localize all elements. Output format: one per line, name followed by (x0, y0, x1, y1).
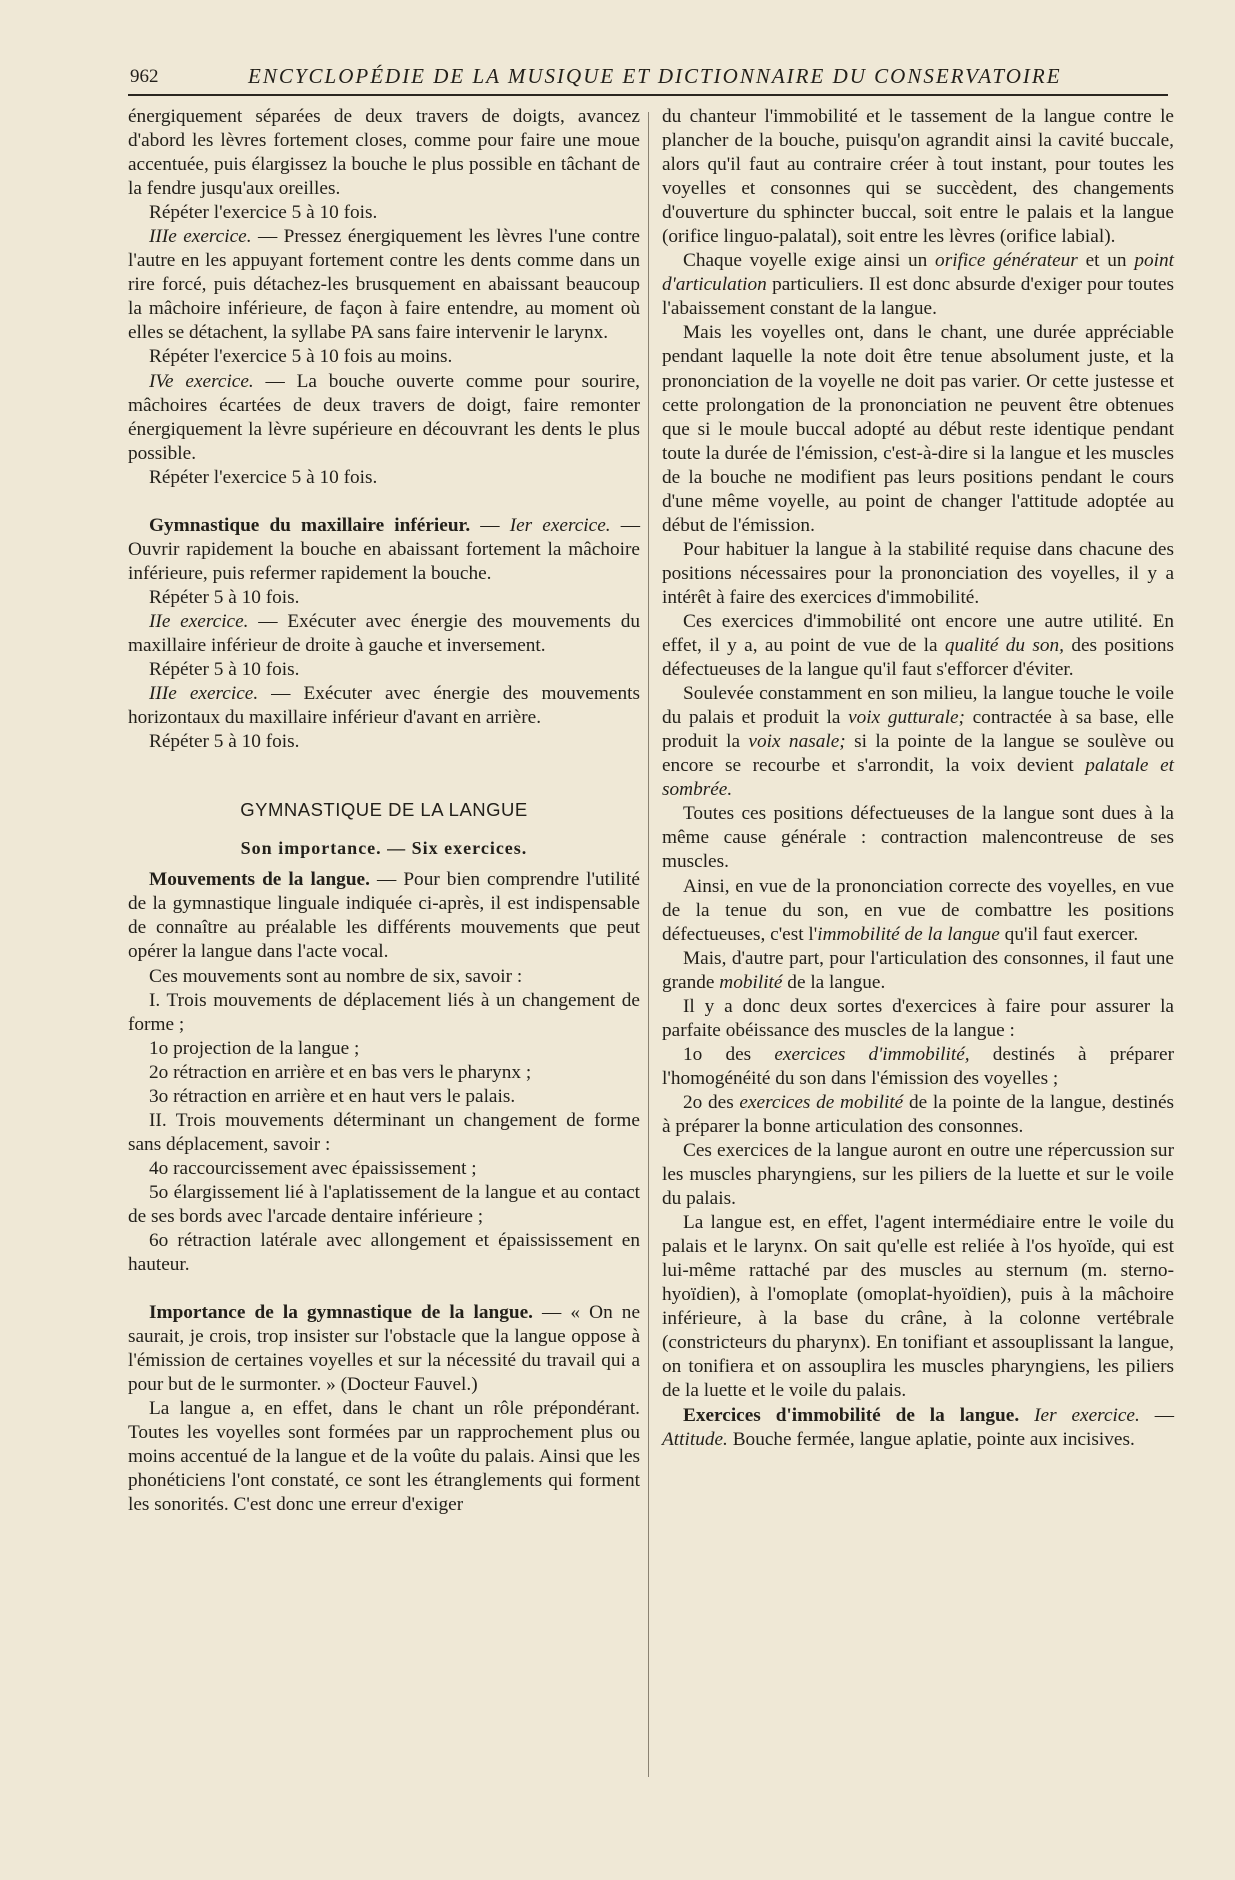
list-item: 2o rétraction en arrière et en bas vers le pharynx ; (149, 1061, 532, 1083)
exercise-label: IIIe exercice. (149, 226, 252, 248)
paragraph: Pour habituer la langue à la stabilité requise dans chacune des positions nécessaires pour la prononciation des voyelles, il y a intérêt à faire des exercices d'immobilité. (662, 538, 1174, 608)
running-title: ENCYCLOPÉDIE DE LA MUSIQUE ET DICTIONNAIRE DU CONSERVATOIRE (248, 64, 1062, 88)
list-item: 6o rétraction latérale avec allongement et épaississement en hauteur. (128, 1230, 640, 1276)
list-item: 2o des exercices de mobilité de la pointe de la langue, destinés à préparer la bonne articulation des consonnes. (662, 1091, 1175, 1137)
page-number: 962 (130, 66, 159, 87)
chapter-title: GYMNASTIQUE DE LA LANGUE (240, 799, 528, 821)
paragraph: La langue est, en effet, l'agent intermédiaire entre le voile du palais et le larynx. On sait qu'elle est reliée à l'os hyoïde, qui est lui-même rattaché par des muscles au sternum (m. sterno-hyoïdien), à l'omoplate (omoplat-hyoïdien), puis à la mâchoire inférieure, à la base du crâne, à la colonne vertébrale (constricteurs du pharynx). En tonifiant et assouplissant la langue, on tonifiera et on assouplira les muscles pharyngiens, les piliers de la luette et le voile du palais. (662, 1212, 1174, 1402)
exercise-label: Ier exercice. (509, 514, 611, 536)
paragraph: IIIe exercice. — Pressez énergiquement les lèvres l'une contre l'autre en les appuyant fortement contre les dents comme dans un rire forcé, puis détachez-les brusquement en abaissant beaucoup la mâchoire inférieure, de façon à faire entendre, au moment où elles se détachent, la syllabe PA sans faire intervenir le larynx. (128, 226, 640, 344)
paragraph: Gymnastique du maxillaire inférieur. — Ier exercice. — Ouvrir rapidement la bouche en abaissant fortement la mâchoire inférieure, puis refermer rapidement la bouche. (128, 514, 640, 584)
section-heading: Mouvements de la langue. (149, 869, 370, 891)
paragraph: Ces mouvements sont au nombre de six, savoir : (149, 965, 523, 987)
list-item: 1o des exercices d'immobilité, destinés à préparer l'homogénéité du son dans l'émission des voyelles ; (662, 1043, 1175, 1089)
paragraph: Ainsi, en vue de la prononciation correcte des voyelles, en vue de la tenue du son, en vue de combattre les positions défectueuses, c'est l'immobilité de la langue qu'il faut exercer. (662, 875, 1174, 945)
exercise-label: IIIe exercice. (149, 683, 259, 705)
paragraph: IVe exercice. — La bouche ouverte comme pour sourire, mâchoires écartées de deux travers de doigt, faire remonter énergiquement la lèvre supérieure en découvrant les dents le plus possible. (128, 370, 640, 464)
paragraph: Répéter 5 à 10 fois. (149, 586, 300, 608)
chapter-subtitle: Son importance. — Six exercices. (240, 838, 528, 859)
left-column (128, 105, 640, 1518)
paragraph: du chanteur l'immobilité et le tassement de la langue contre le plancher de la bouche, puisqu'on agrandit ainsi la cavité buccale, alors qu'il faut au contraire créer à tout instant, pour toutes les voyelles et consonnes qui se succèdent, des changements d'ouverture du sphincter buccal, soit entre le palais et la langue (orifice linguo-palatal), soit entre les lèvres (orifice labial). (662, 106, 1174, 248)
list-item: 4o raccourcissement avec épaississement ; (149, 1157, 477, 1179)
paragraph: IIe exercice. — Exécuter avec énergie des mouvements du maxillaire inférieur de droite à gauche et inversement. (128, 610, 640, 656)
paragraph: Importance de la gymnastique de la langue. — « On ne saurait, je crois, trop insister sur l'obstacle que la langue oppose à l'émission de certaines voyelles et sur la nécessité du travail qui a pour but de le surmonter. » (Docteur Fauvel.) (128, 1302, 641, 1396)
paragraph: I. Trois mouvements de déplacement liés à un changement de forme ; (128, 989, 640, 1035)
paragraph: Soulevée constamment en son milieu, la langue touche le voile du palais et produit la voix gutturale; contractée à sa base, elle produit la voix nasale; si la pointe de la langue se soulève ou encore se recourbe et s'arrondit, la voix devient palatale et sombrée. (662, 683, 1174, 801)
paragraph: IIIe exercice. — Exécuter avec énergie des mouvements horizontaux du maxillaire inférieur d'avant en arrière. (128, 683, 640, 729)
paragraph: Ces exercices de la langue auront en outre une répercussion sur les muscles pharyngiens, sur les piliers de la luette et sur le voile du palais. (662, 1140, 1174, 1210)
right-column (662, 105, 1174, 1452)
list-item: 3o rétraction en arrière et en haut vers le palais. (149, 1085, 516, 1107)
paragraph: Il y a donc deux sortes d'exercices à faire pour assurer la parfaite obéissance des muscles de la langue : (662, 995, 1174, 1041)
paragraph: Exercices d'immobilité de la langue. Ier exercice. — Attitude. Bouche fermée, langue aplatie, pointe aux incisives. (662, 1404, 1175, 1450)
list-item: 5o élargissement lié à l'aplatissement de la langue et au contact de ses bords avec l'arcade dentaire inférieure ; (128, 1181, 640, 1227)
section-heading: Importance de la gymnastique de la langue. (149, 1302, 533, 1324)
paragraph: Répéter l'exercice 5 à 10 fois. (149, 202, 378, 224)
paragraph: Répéter l'exercice 5 à 10 fois au moins. (149, 346, 453, 368)
exercise-label: Ier exercice. (1034, 1404, 1140, 1426)
page-header (128, 60, 1168, 96)
column-divider (648, 112, 649, 1777)
exercise-label: IVe exercice. (149, 370, 254, 392)
paragraph: Mais, d'autre part, pour l'articulation des consonnes, il faut une grande mobilité de la langue. (662, 947, 1174, 993)
exercise-label: IIe exercice. (149, 610, 249, 632)
section-heading: Exercices d'immobilité de la langue. (683, 1404, 1020, 1426)
paragraph: II. Trois mouvements déterminant un changement de forme sans déplacement, savoir : (128, 1109, 640, 1155)
exercise-label: Attitude. (662, 1428, 728, 1450)
paragraph: La langue a, en effet, dans le chant un rôle prépondérant. Toutes les voyelles sont formées par un rapprochement plus ou moins accentué de la langue et de la voûte du palais. Ainsi que les phonéticiens l'ont constaté, ce sont les étranglements qui forment les sonorités. C'est donc une erreur d'exiger (128, 1398, 640, 1516)
section-heading: Gymnastique du maxillaire inférieur. (149, 514, 471, 536)
paragraph: Mouvements de la langue. — Pour bien comprendre l'utilité de la gymnastique linguale indiquée ci-après, il est indispensable de connaître au préalable les différents mouvements que peut opérer la langue dans l'acte vocal. (128, 869, 640, 963)
paragraph: Ces exercices d'immobilité ont encore une autre utilité. En effet, il y a, au point de vue de la qualité du son, des positions défectueuses de la langue qu'il faut s'efforcer d'éviter. (662, 610, 1174, 681)
paragraph: Répéter 5 à 10 fois. (149, 731, 300, 753)
paragraph: Mais les voyelles ont, dans le chant, une durée appréciable pendant laquelle la note doit être tenue absolument juste, et la prononciation de la voyelle ne doit pas varier. Or cette justesse et cette prolongation de la prononciation ne peuvent être obtenues que si le moule buccal adopté au début reste identique pendant toute la durée de l'émission, c'est-à-dire si la langue et les muscles de la bouche ne modifient pas leurs positions pendant le cours d'une même voyelle, au point de changer l'attitude adoptée au début de l'émission. (662, 322, 1174, 536)
paragraph: énergiquement séparées de deux travers de doigts, avancez d'abord les lèvres fortement closes, comme pour faire une moue accentuée, puis élargissez la bouche le plus possible en tâchant de la fendre jusqu'aux oreilles. (128, 106, 640, 200)
list-item: 1o projection de la langue ; (149, 1037, 360, 1059)
paragraph: Chaque voyelle exige ainsi un orifice générateur et un point d'articulation particuliers. Il est donc absurde d'exiger pour toutes l'abaissement constant de la langue. (662, 250, 1174, 320)
paragraph: Toutes ces positions défectueuses de la langue sont dues à la même cause générale : contraction malencontreuse de ses muscles. (662, 803, 1174, 873)
paragraph: Répéter 5 à 10 fois. (149, 659, 300, 681)
paragraph: Répéter l'exercice 5 à 10 fois. (149, 466, 378, 488)
